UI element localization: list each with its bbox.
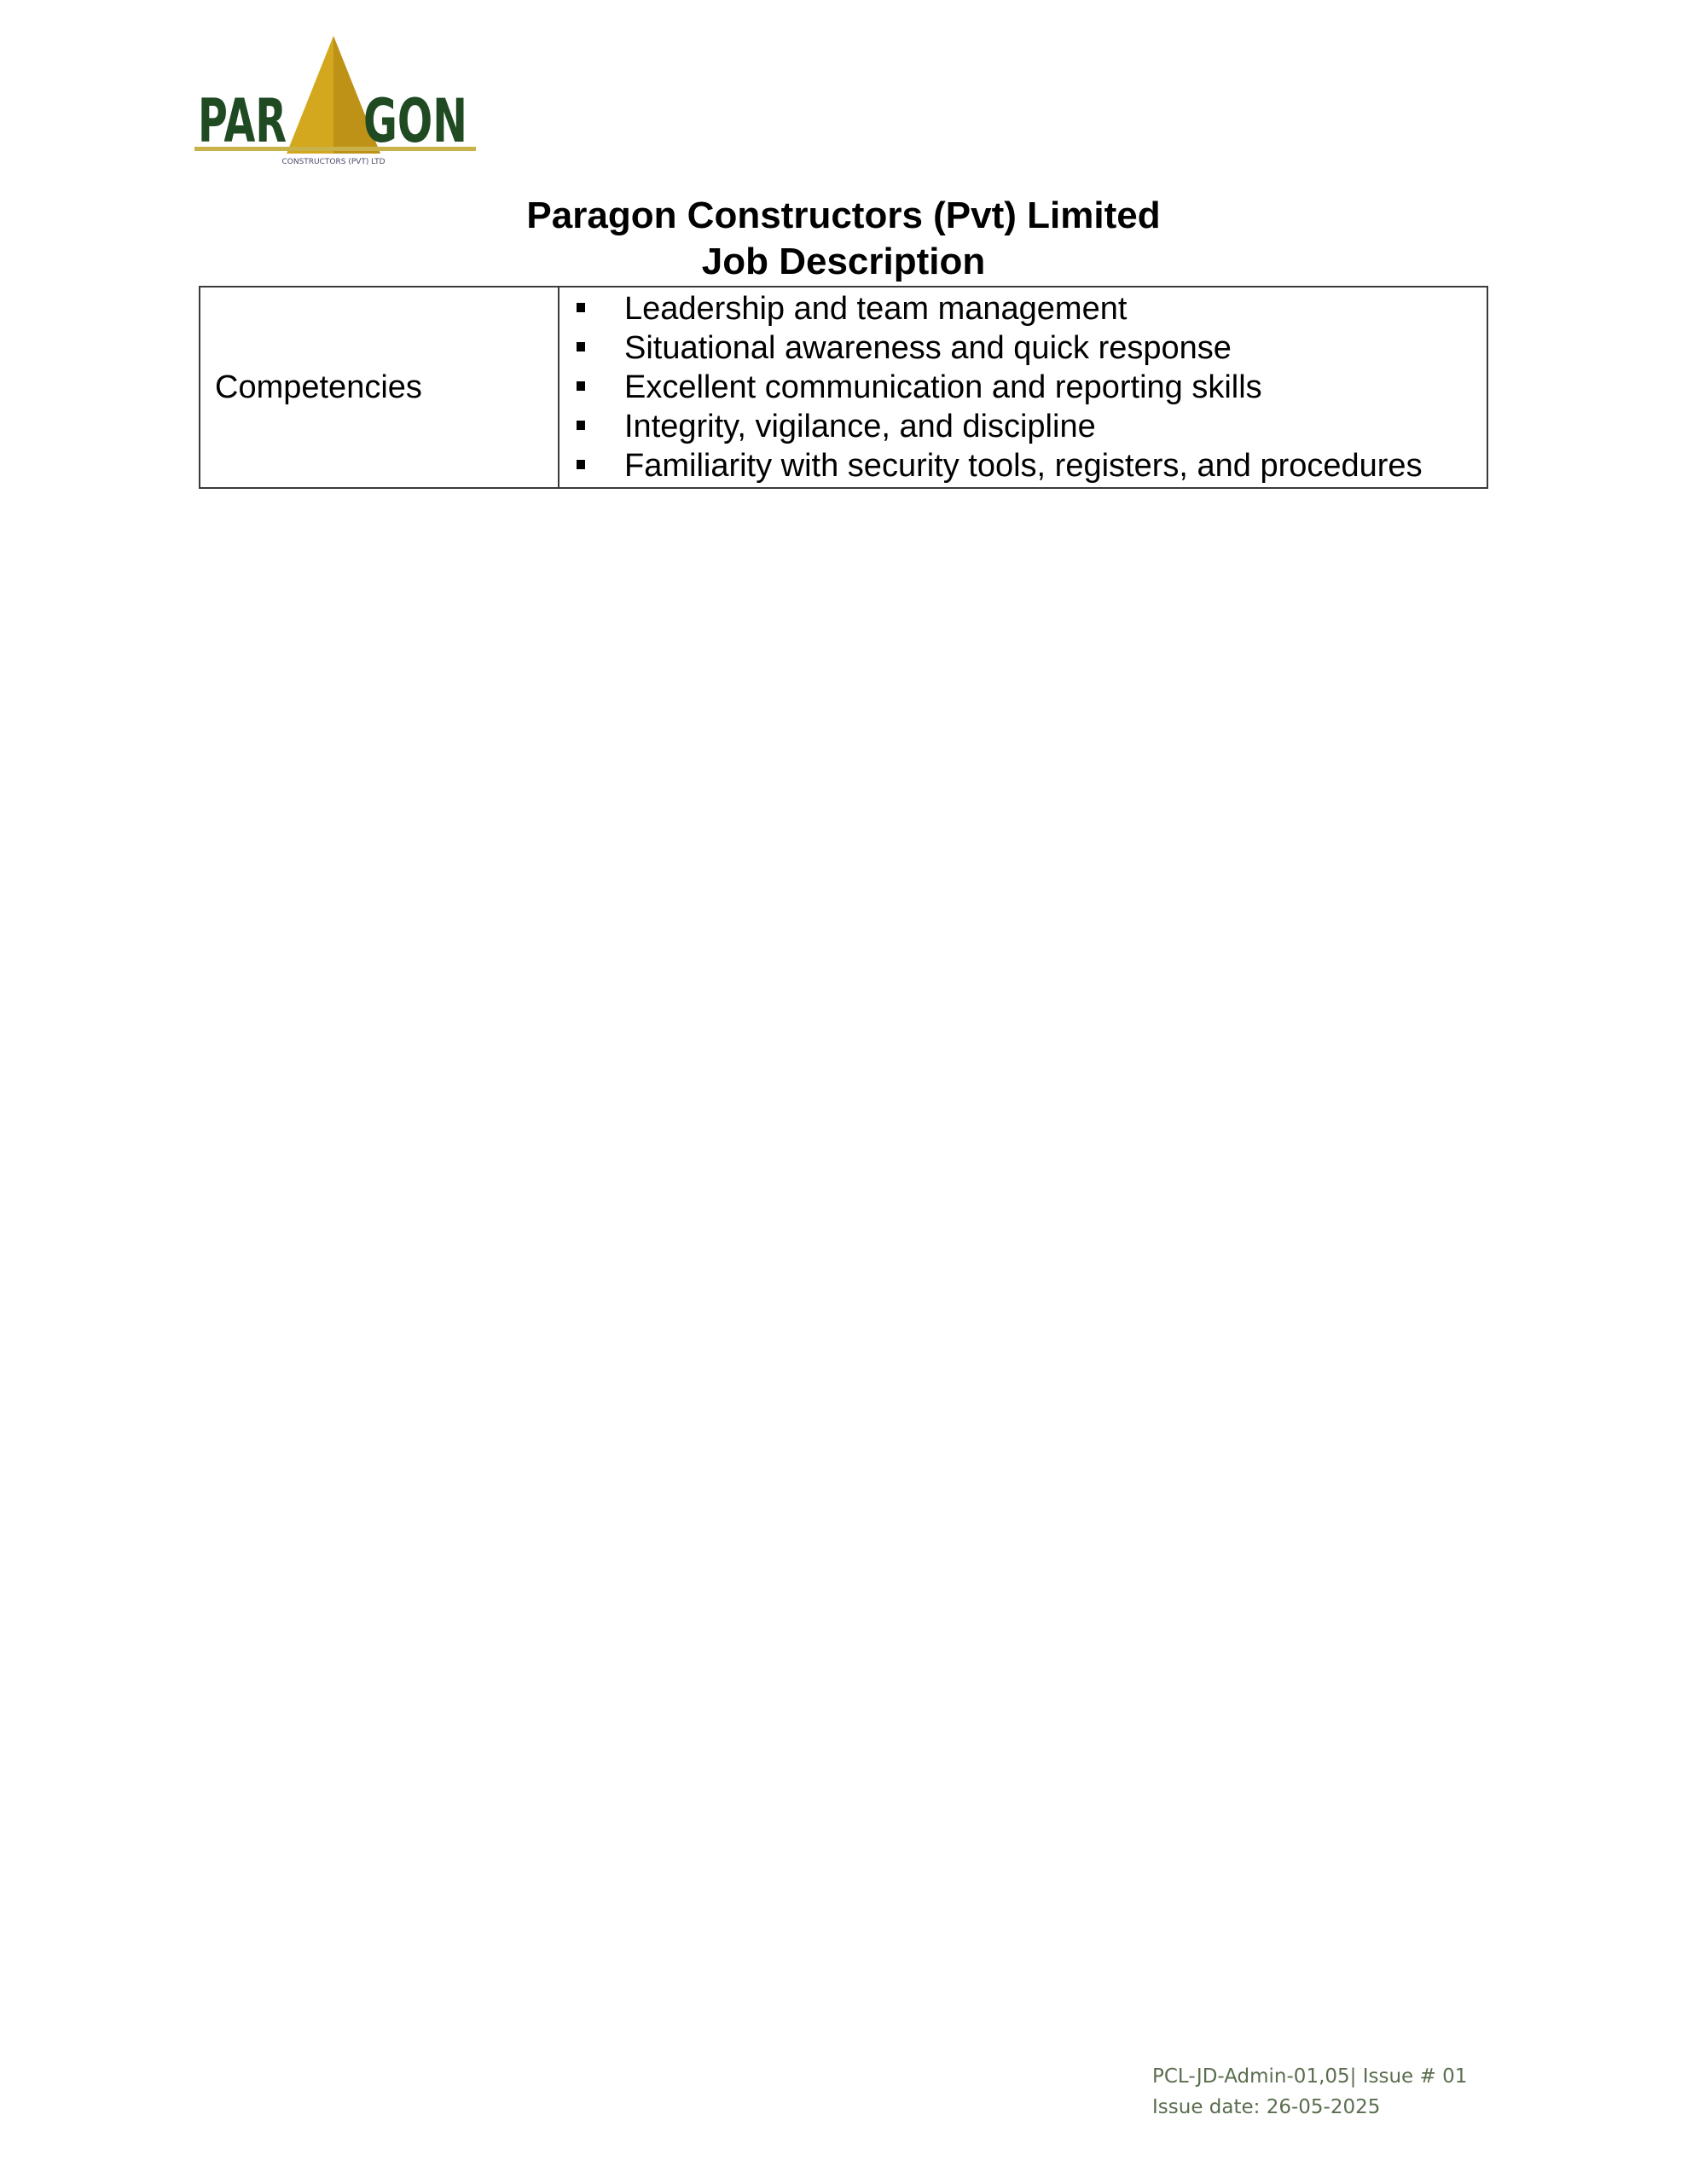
job-description-table xyxy=(199,286,1488,489)
square-bullet-icon xyxy=(577,342,585,351)
company-logo xyxy=(194,34,484,171)
logo-wordmark-left: PAR xyxy=(198,86,287,156)
logo-wordmark-right: GON xyxy=(363,86,467,156)
list-item xyxy=(559,328,1487,368)
list-item-text: Integrity, vigilance, and discipline xyxy=(624,409,1096,444)
square-bullet-icon xyxy=(577,381,585,391)
list-item-text: Familiarity with security tools, registers, and procedures xyxy=(624,448,1423,484)
document-reference: PCL-JD-Admin-01,05| Issue # 01 xyxy=(1152,2065,1468,2088)
list-item-text: Excellent communication and reporting skills xyxy=(624,369,1262,405)
logo-tagline: CONSTRUCTORS (PVT) LTD xyxy=(281,158,386,166)
issue-date: Issue date: 26-05-2025 xyxy=(1152,2096,1381,2118)
company-name-heading: Paragon Constructors (Pvt) Limited xyxy=(526,195,1161,236)
list-item-text: Leadership and team management xyxy=(624,291,1128,327)
square-bullet-icon xyxy=(577,303,585,312)
list-item xyxy=(559,446,1487,485)
document-title: Job Description xyxy=(701,241,986,282)
list-item xyxy=(559,289,1487,328)
paragon-logo-graphic xyxy=(194,34,484,171)
list-item xyxy=(559,368,1487,407)
page-footer xyxy=(1152,2061,1467,2123)
list-item-text: Situational awareness and quick response xyxy=(624,330,1232,366)
list-item xyxy=(559,407,1487,446)
square-bullet-icon xyxy=(577,460,585,469)
competencies-list-cell xyxy=(559,287,1487,488)
competencies-list xyxy=(559,289,1487,485)
competencies-label-cell: Competencies xyxy=(200,287,559,488)
table-row xyxy=(200,287,1487,488)
square-bullet-icon xyxy=(577,421,585,430)
